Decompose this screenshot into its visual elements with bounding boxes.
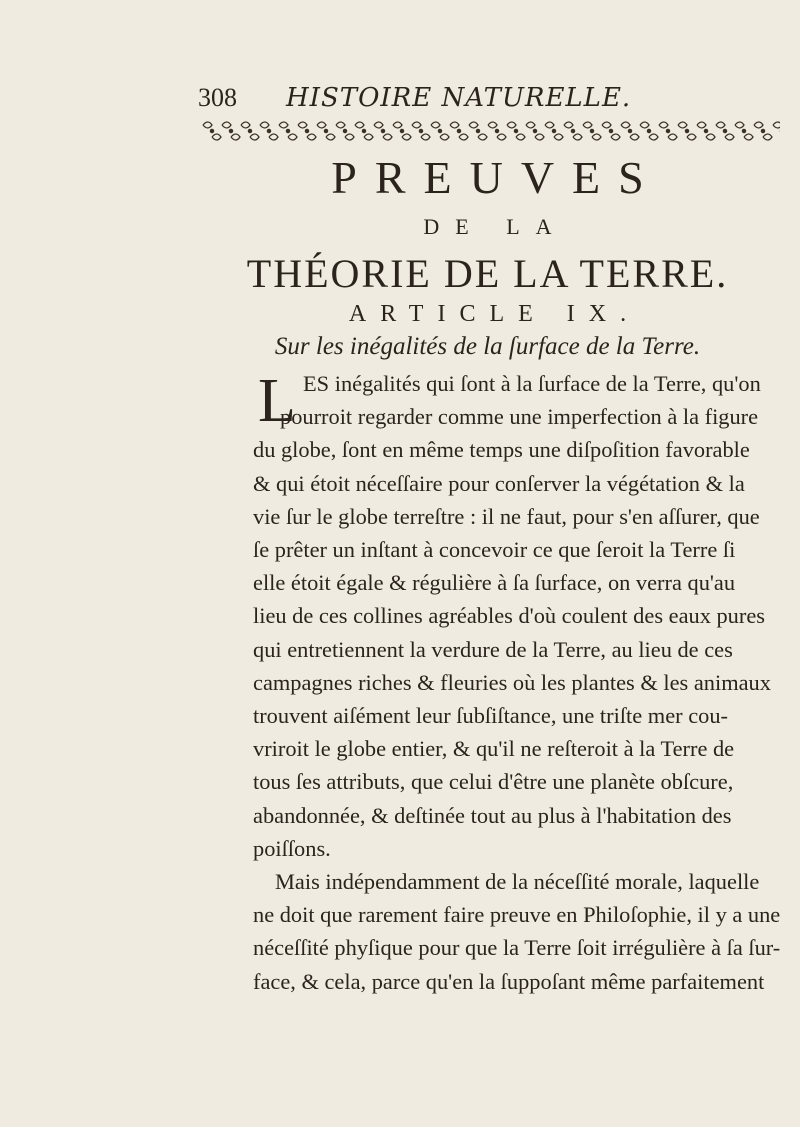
ornament-motif (592, 134, 601, 140)
ornament-motif (687, 134, 696, 140)
ornament-motif (611, 134, 620, 140)
ornament-dot (286, 129, 289, 132)
text-line: abandonnée, & deſtinée tout au plus à l'habitation des (253, 802, 732, 828)
ornament-motif (649, 134, 658, 140)
ornament-dot (476, 129, 479, 132)
page-title: PREUVES (331, 152, 662, 203)
text-line: elle étoit égale & régulière à ſa ſurface, on verra qu'au (253, 570, 736, 596)
ornament-dot (552, 129, 555, 132)
text-line: lieu de ces collines agréables d'où coulent des eaux pures (253, 603, 765, 629)
ornament-dot (305, 129, 308, 132)
ornament-dot (533, 129, 536, 132)
ornament-motif (440, 134, 449, 140)
ornament-motif (231, 134, 240, 140)
text-line: ne doit que rarement faire preuve en Philoſophie, il y a une (253, 902, 781, 928)
text-line: & qui étoit néceſſaire pour conſerver la végétation & la (253, 470, 745, 496)
ornament-motif (773, 122, 780, 131)
ornament-motif (288, 134, 297, 140)
ornament-motif (402, 134, 411, 140)
section-heading: Sur les inégalités de la ſurface de la Terre. (274, 333, 701, 360)
running-title: HISTOIRE NATURELLE. (286, 83, 632, 113)
ornament-dot (267, 129, 270, 132)
text-line: poiſſons. (253, 835, 331, 861)
ornament-motif (573, 134, 582, 140)
text-line: néceſſité phyſique pour que la Terre ſoit irrégulière à ſa ſur- (253, 935, 781, 961)
ornament-motif (345, 134, 354, 140)
ornament-band (195, 118, 780, 144)
ornament-dot (666, 129, 669, 132)
ornament-dot (723, 129, 726, 132)
ornament-motif (326, 134, 335, 140)
ornament-motif (421, 134, 430, 140)
page-number: 308 (198, 83, 237, 112)
ornament-motif (706, 134, 715, 140)
ornament-motif (307, 134, 316, 140)
ornament-dot (324, 129, 327, 132)
ornament-motif (630, 134, 639, 140)
drop-cap: L (258, 367, 296, 435)
ornament-motif (383, 134, 392, 140)
ornament-dot (704, 129, 707, 132)
text-line: ES inégalités qui ſont à la ſurface de la Terre, qu'on (303, 371, 761, 396)
ornament-motif (364, 134, 373, 140)
ornament-dot (571, 129, 574, 132)
ornament-dot (647, 129, 650, 132)
ornament-motif (212, 134, 221, 140)
ornament-dot (419, 129, 422, 132)
ornament-motif (535, 134, 544, 140)
ornament-dot (400, 129, 403, 132)
text-line: vie ſur le globe terreſtre : il ne faut, pour s'en aſſurer, que (253, 503, 760, 529)
text-line: ſe prêter un inſtant à concevoir ce que ſeroit la Terre ſi (253, 537, 736, 562)
ornament-dot (514, 129, 517, 132)
text-line: Mais indépendamment de la néceſſité morale, laquelle (275, 869, 760, 894)
ornament-motif (459, 134, 468, 140)
text-line: vriroit le globe entier, & qu'il ne reſteroit à la Terre de (253, 736, 735, 762)
ornament-dot (742, 129, 745, 132)
page-subtitle: THÉORIE DE LA TERRE. (246, 251, 729, 296)
ornament-dot (210, 129, 213, 132)
ornament-dot (628, 129, 631, 132)
ornament-motif (478, 134, 487, 140)
running-head (198, 80, 638, 116)
text-line: campagnes riches & fleuries où les plantes & les animaux (253, 669, 771, 695)
text-line: face, & cela, parce qu'en la ſuppoſant même parfaitement (253, 968, 765, 994)
ornament-motif (668, 134, 677, 140)
text-line: trouvent aiſément leur ſubſiſtance, une triſte mer cou- (253, 703, 729, 728)
ornament-dot (248, 129, 251, 132)
ornament-dot (362, 129, 365, 132)
ornament-motif (725, 134, 734, 140)
text-line: qui entretiennent la verdure de la Terre, au lieu de ces (253, 636, 733, 662)
ornament-dot (229, 129, 232, 132)
ornament-dot (381, 129, 384, 132)
article-number: ARTICLE IX. (348, 301, 641, 327)
ornament-dot (761, 129, 764, 132)
ornament-dot (685, 129, 688, 132)
ornament-dot (590, 129, 593, 132)
ornament-motif (554, 134, 563, 140)
title-connector: DE LA (423, 214, 568, 239)
ornament-dot (495, 129, 498, 132)
ornament-dot (457, 129, 460, 132)
text-line: tous ſes attributs, que celui d'être une planète obſcure, (253, 769, 734, 795)
ornament-motif (497, 134, 506, 140)
ornament-motif (744, 134, 753, 140)
ornament-motif (516, 134, 525, 140)
text-line: pourroit regarder comme une imperfection à la figure (280, 404, 759, 430)
text-line: du globe, ſont en même temps une diſpoſition favorable (253, 437, 750, 463)
ornament-dot (343, 129, 346, 132)
ornament-motif (269, 134, 278, 140)
ornament-dot (609, 129, 612, 132)
ornament-dot (438, 129, 441, 132)
ornament-motif (250, 134, 259, 140)
ornament-motif (763, 134, 772, 140)
